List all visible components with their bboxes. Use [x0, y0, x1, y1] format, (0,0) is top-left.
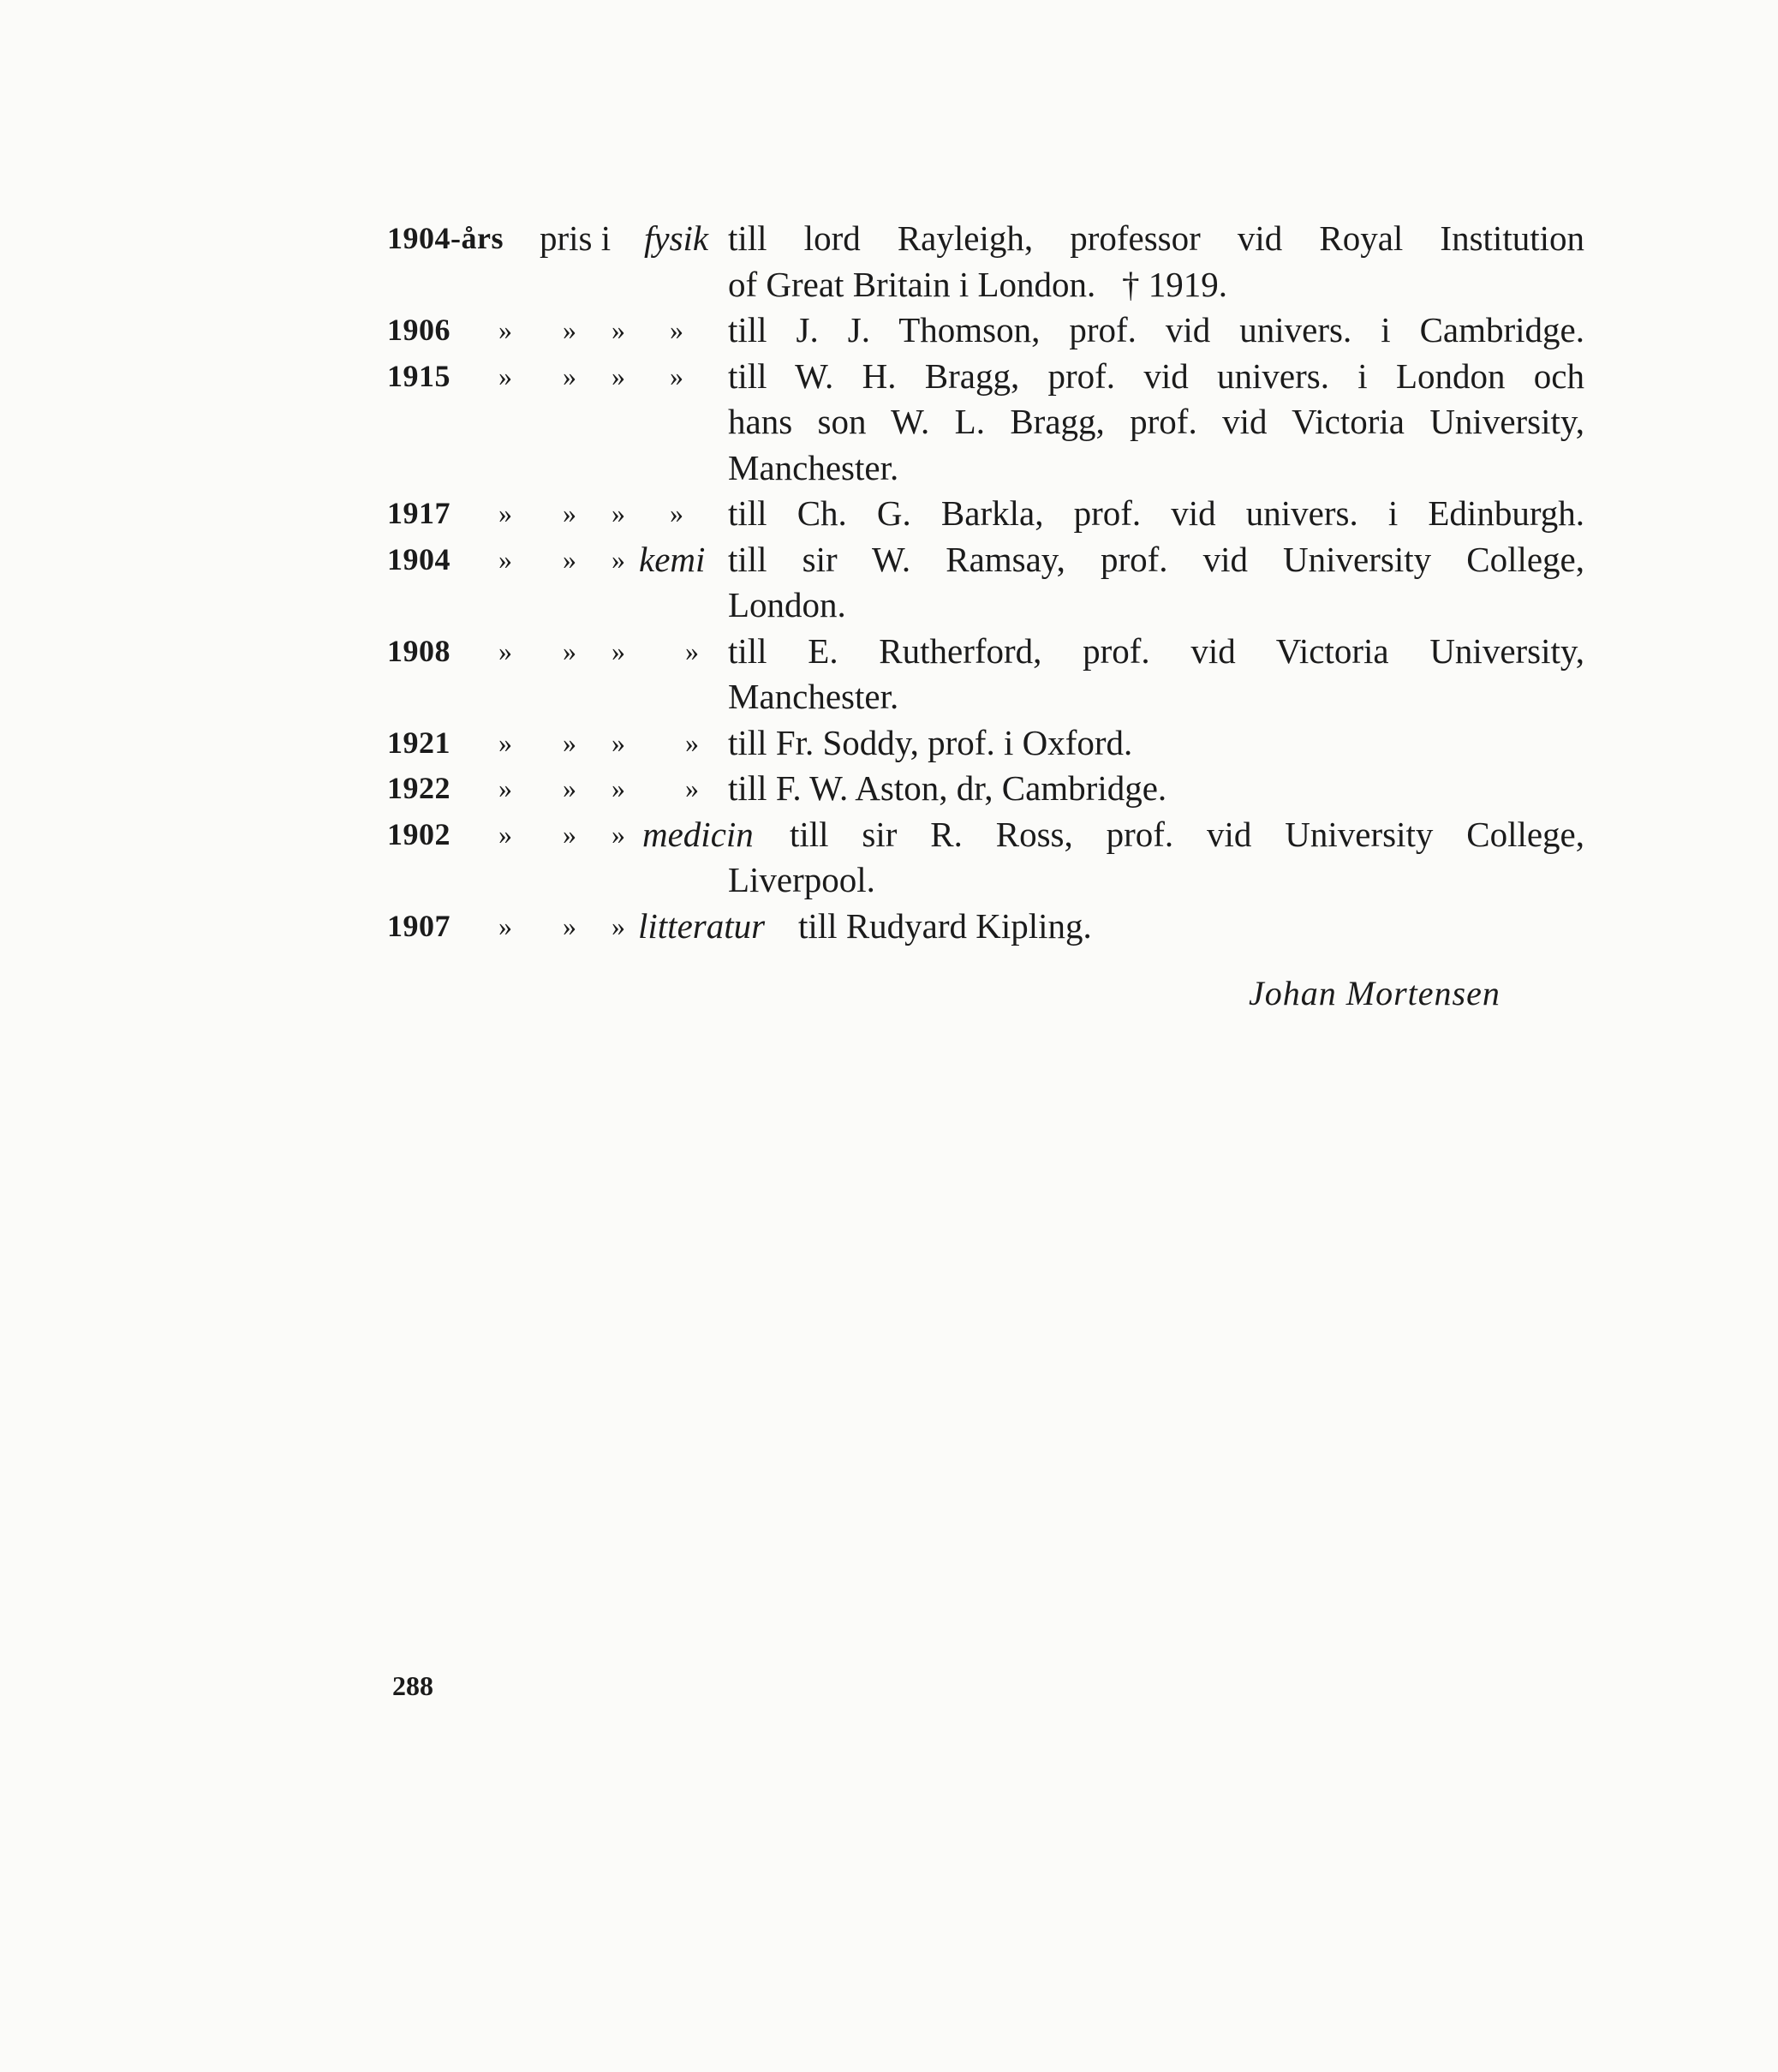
- entry-line: till sir W. Ramsay, prof. vid University College,: [728, 539, 1584, 579]
- entry-year: 1902: [387, 816, 450, 851]
- entry-subject: medicin: [642, 814, 754, 854]
- ditto-mark: »: [498, 635, 512, 666]
- ditto-mark: »: [612, 360, 625, 391]
- ditto-mark: »: [563, 726, 576, 758]
- entry-year: 1907: [387, 908, 450, 943]
- ditto-mark: »: [612, 635, 625, 666]
- ditto-mark: »: [612, 726, 625, 758]
- ditto-mark: »: [612, 773, 625, 803]
- ditto-mark: »: [563, 910, 576, 941]
- entry-prefix: pris i: [540, 218, 612, 258]
- ditto-mark: »: [498, 773, 512, 803]
- entry-subject: kemi: [639, 539, 706, 579]
- entry-line: till Ch. G. Barkla, prof. vid univers. i Edinburgh.: [728, 493, 1584, 533]
- entry-text: [798, 904, 1584, 950]
- entry-year: 1915: [387, 358, 450, 393]
- entry-text: [728, 812, 1584, 904]
- ditto-mark: »: [563, 773, 576, 803]
- entry-line: hans son W. L. Bragg, prof. vid Victoria University,: [728, 402, 1584, 441]
- entry-line: till sir R. Ross, prof. vid University College,: [790, 814, 1584, 854]
- list-item: [387, 354, 1586, 492]
- entry-line: till W. H. Bragg, prof. vid univers. i London och: [728, 355, 1584, 396]
- entry-subject: litteratur: [638, 905, 766, 946]
- entry-line: till F. W. Aston, dr, Cambridge.: [728, 768, 1167, 808]
- ditto-mark: »: [685, 726, 699, 758]
- list-item: [387, 629, 1586, 720]
- ditto-mark: »: [498, 726, 512, 758]
- list-item: [387, 766, 1586, 812]
- list-item: [387, 904, 1586, 950]
- entry-year: 1922: [387, 771, 450, 805]
- entry-line: Manchester.: [728, 677, 899, 716]
- ditto-mark: »: [498, 543, 512, 575]
- entry-text: [728, 766, 1584, 812]
- list-item: [387, 308, 1586, 354]
- entry-line: till J. J. Thomson, prof. vid univers. i Cambridge.: [728, 310, 1584, 349]
- ditto-mark: »: [498, 498, 512, 528]
- ditto-mark: »: [498, 910, 512, 941]
- entry-line: till E. Rutherford, prof. vid Victoria University,: [728, 630, 1584, 671]
- list-item: [387, 216, 1586, 308]
- entry-text: [728, 629, 1584, 720]
- entry-text: [728, 491, 1584, 537]
- entry-line: Liverpool.: [728, 860, 875, 899]
- list-item: [387, 812, 1586, 904]
- entry-year: 1904-års: [387, 221, 504, 255]
- entry-year: 1917: [387, 496, 450, 530]
- ditto-mark: »: [563, 314, 576, 345]
- entry-year: 1921: [387, 725, 450, 760]
- ditto-mark: »: [563, 818, 576, 850]
- entry-line: of Great Britain i London. † 1919.: [728, 264, 1228, 304]
- ditto-mark: »: [685, 773, 699, 803]
- entry-text: [728, 354, 1584, 492]
- ditto-mark: »: [563, 498, 576, 528]
- ditto-mark: »: [685, 635, 699, 666]
- list-item: [387, 537, 1586, 629]
- entry-year: 1906: [387, 313, 450, 347]
- ditto-mark: »: [670, 360, 683, 391]
- entry-year: 1904: [387, 541, 450, 576]
- ditto-mark: »: [670, 314, 683, 345]
- ditto-mark: »: [498, 818, 512, 850]
- entry-line: till lord Rayleigh, professor vid Royal Institution: [728, 218, 1584, 258]
- entry-text: [728, 720, 1584, 767]
- entry-line: till Fr. Soddy, prof. i Oxford.: [728, 722, 1133, 762]
- ditto-mark: »: [612, 910, 625, 941]
- ditto-mark: »: [498, 360, 512, 391]
- list-item: [387, 491, 1586, 537]
- ditto-mark: »: [612, 818, 625, 850]
- entry-subject: fysik: [644, 218, 709, 258]
- ditto-mark: »: [563, 360, 576, 391]
- ditto-mark: »: [670, 498, 683, 528]
- entry-line: London.: [728, 585, 846, 624]
- ditto-mark: »: [612, 314, 625, 345]
- entry-text: [728, 537, 1584, 629]
- ditto-mark: »: [612, 498, 625, 528]
- author-signature: Johan Mortensen: [1249, 974, 1501, 1012]
- ditto-mark: »: [498, 314, 512, 345]
- entry-text: [728, 216, 1584, 308]
- list-item: [387, 720, 1586, 767]
- entry-year: 1908: [387, 633, 450, 668]
- entry-line: Manchester.: [728, 447, 899, 487]
- entry-text: [728, 308, 1584, 354]
- prize-list: [387, 216, 1586, 949]
- ditto-mark: »: [563, 543, 576, 575]
- ditto-mark: »: [612, 543, 625, 575]
- entry-line: till Rudyard Kipling.: [798, 905, 1092, 946]
- page-number: 288: [392, 1670, 433, 1701]
- ditto-mark: »: [563, 635, 576, 666]
